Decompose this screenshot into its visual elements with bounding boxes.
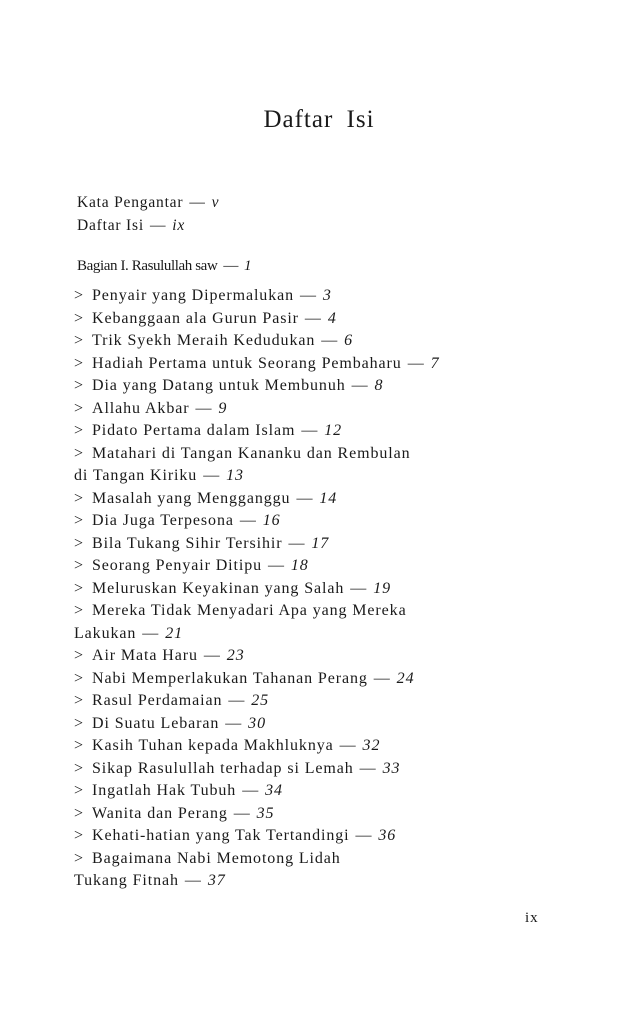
toc-entry [74, 668, 544, 691]
bullet-marker: > [74, 647, 84, 664]
toc-entry [74, 533, 544, 556]
toc-entry [74, 803, 544, 826]
dash: — [359, 759, 377, 777]
toc-entry-page: 12 [324, 422, 343, 439]
dash: — [225, 714, 243, 732]
toc-entry-title: Kehati-hatian yang Tak Tertandingi [92, 827, 350, 844]
bullet-marker: > [74, 287, 84, 304]
toc-entry-page: 24 [396, 669, 415, 687]
bullet-marker: > [74, 512, 84, 529]
dash: — [355, 827, 373, 844]
dash: — [203, 647, 221, 664]
toc-entry-title: Ingatlah Hak Tubuh [92, 782, 237, 799]
toc-entry-title: Matahari di Tangan Kananku dan Rembulan [92, 444, 411, 462]
dash: — [296, 489, 314, 507]
toc-entry-page: 7 [430, 354, 440, 372]
bullet-marker: > [74, 422, 84, 439]
toc-entry-title: Air Mata Haru [92, 647, 198, 664]
toc-entry [74, 758, 544, 781]
toc-entry [74, 555, 544, 578]
dash: — [407, 354, 425, 372]
bullet-marker: > [74, 714, 84, 732]
dash: — [189, 194, 206, 211]
toc-entry-page: 35 [256, 804, 275, 822]
toc-entry-page: 13 [226, 467, 244, 484]
toc-entry [74, 443, 544, 466]
toc-entry [74, 510, 544, 533]
dash: — [304, 309, 322, 327]
toc-entry [74, 465, 544, 488]
toc-entry-page: 34 [265, 782, 283, 799]
toc-entry-page: 14 [319, 489, 338, 507]
bullet-marker: > [74, 332, 84, 349]
toc-entry-page: 6 [344, 332, 354, 349]
toc-entry [74, 780, 544, 803]
dash: — [233, 804, 251, 822]
page-title: Daftar Isi [263, 106, 375, 133]
toc-entry-page: 3 [322, 287, 332, 304]
toc-entry-title: Wanita dan Perang [92, 804, 228, 822]
toc-entry [74, 848, 544, 871]
toc-entry-page: 37 [207, 872, 226, 889]
bullet-marker: > [74, 827, 84, 844]
dash: — [195, 399, 213, 417]
toc-entry-page: 16 [262, 512, 281, 529]
bullet-marker: > [74, 849, 84, 867]
toc-entry [74, 375, 544, 398]
dash: — [223, 258, 238, 274]
dash: — [228, 692, 246, 709]
toc-entry [74, 398, 544, 421]
toc-entry-title: Bagaimana Nabi Memotong Lidah [92, 849, 341, 867]
front-matter-label: Daftar Isi [77, 217, 144, 234]
toc-entry [74, 353, 544, 376]
dash: — [339, 737, 357, 754]
bullet-marker: > [74, 759, 84, 777]
bullet-marker: > [74, 692, 84, 709]
dash: — [288, 534, 306, 552]
toc-entry-title: Sikap Rasulullah terhadap si Lemah [92, 759, 354, 777]
toc-entry [74, 645, 544, 668]
front-matter-page: v [211, 194, 220, 211]
toc-entry [74, 713, 544, 736]
toc-entry-title: Rasul Perdamaian [92, 692, 223, 709]
toc-entry-title: Kebanggaan ala Gurun Pasir [92, 309, 299, 327]
toc-entry [74, 623, 544, 646]
bullet-marker: > [74, 602, 84, 619]
bullet-marker: > [74, 354, 84, 372]
toc-entry-page: 9 [218, 399, 228, 417]
toc-entry-title: di Tangan Kiriku [74, 467, 198, 484]
front-matter-label: Kata Pengantar [77, 194, 184, 211]
bullet-marker: > [74, 557, 84, 574]
page-number: ix [525, 910, 539, 926]
toc-entry-title: Pidato Pertama dalam Islam [92, 422, 296, 439]
toc-entry-page: 18 [290, 557, 309, 574]
toc-entry-title: Penyair yang Dipermalukan [92, 287, 294, 304]
toc-entry-title: Kasih Tuhan kepada Makhluknya [92, 737, 334, 754]
toc-entry-title: Bila Tukang Sihir Tersihir [92, 534, 283, 552]
dash: — [373, 669, 391, 687]
toc-entry [74, 308, 544, 331]
part-heading-label: Bagian I. Rasulullah saw [77, 258, 218, 274]
toc-entry [74, 690, 544, 713]
toc-entry-title: Masalah yang Mengganggu [92, 489, 291, 507]
toc-entry-title: Di Suatu Lebaran [92, 714, 220, 732]
toc-entry-page: 25 [251, 692, 270, 709]
toc-entry-title: Dia Juga Terpesona [92, 512, 234, 529]
toc-entry-page: 4 [327, 309, 337, 327]
toc-entry [74, 825, 544, 848]
bullet-marker: > [74, 309, 84, 327]
dash: — [351, 377, 369, 394]
dash: — [242, 782, 260, 799]
toc-entry [74, 735, 544, 758]
toc-entry-title: Tukang Fitnah [74, 872, 179, 889]
bullet-marker: > [74, 377, 84, 394]
toc-entry-page: 17 [311, 534, 330, 552]
dash: — [268, 557, 285, 574]
dash: — [203, 467, 221, 484]
part-heading-page: 1 [243, 258, 252, 274]
toc-entry-page: 36 [378, 827, 397, 844]
front-matter-page: ix [172, 217, 186, 234]
bullet-marker: > [74, 782, 84, 799]
toc-entry-page: 8 [374, 377, 384, 394]
dash: — [300, 287, 317, 304]
toc-entry-page: 21 [165, 624, 183, 642]
front-matter-item [77, 194, 219, 212]
toc-entry [74, 488, 544, 511]
bullet-marker: > [74, 489, 84, 507]
toc-entry [74, 330, 544, 353]
toc-entry [74, 420, 544, 443]
front-matter-item [77, 217, 185, 235]
dash: — [321, 332, 339, 349]
toc-entry-page: 32 [362, 737, 381, 754]
toc-entry [74, 285, 544, 308]
toc-entry-title: Dia yang Datang untuk Membunuh [92, 377, 346, 394]
dash: — [301, 422, 319, 439]
toc-entry-title: Lakukan [74, 624, 137, 642]
toc-entry-title: Meluruskan Keyakinan yang Salah [92, 579, 345, 597]
toc-entry-title: Nabi Memperlakukan Tahanan Perang [92, 669, 368, 687]
toc-entry-title: Hadiah Pertama untuk Seorang Pembaharu [92, 354, 402, 372]
bullet-marker: > [74, 579, 84, 597]
toc-entry [74, 600, 544, 623]
dash: — [142, 624, 160, 642]
dash: — [350, 579, 368, 597]
toc-entry [74, 578, 544, 601]
toc-entry-title: Seorang Penyair Ditipu [92, 557, 262, 574]
toc-entry-page: 33 [382, 759, 401, 777]
toc-entry-page: 19 [373, 579, 392, 597]
toc-entry-title: Allahu Akbar [92, 399, 190, 417]
toc-entry-list [74, 285, 544, 893]
dash: — [184, 872, 202, 889]
toc-entry [74, 870, 544, 893]
bullet-marker: > [74, 534, 84, 552]
bullet-marker: > [74, 669, 84, 687]
part-heading [77, 258, 251, 275]
bullet-marker: > [74, 804, 84, 822]
toc-entry-page: 30 [248, 714, 266, 732]
toc-entry-title: Trik Syekh Meraih Kedudukan [92, 332, 316, 349]
bullet-marker: > [74, 444, 84, 462]
toc-entry-title: Mereka Tidak Menyadari Apa yang Mereka [92, 602, 407, 619]
dash: — [239, 512, 257, 529]
bullet-marker: > [74, 399, 84, 417]
bullet-marker: > [74, 737, 84, 754]
dash: — [149, 217, 167, 234]
toc-entry-page: 23 [226, 647, 245, 664]
